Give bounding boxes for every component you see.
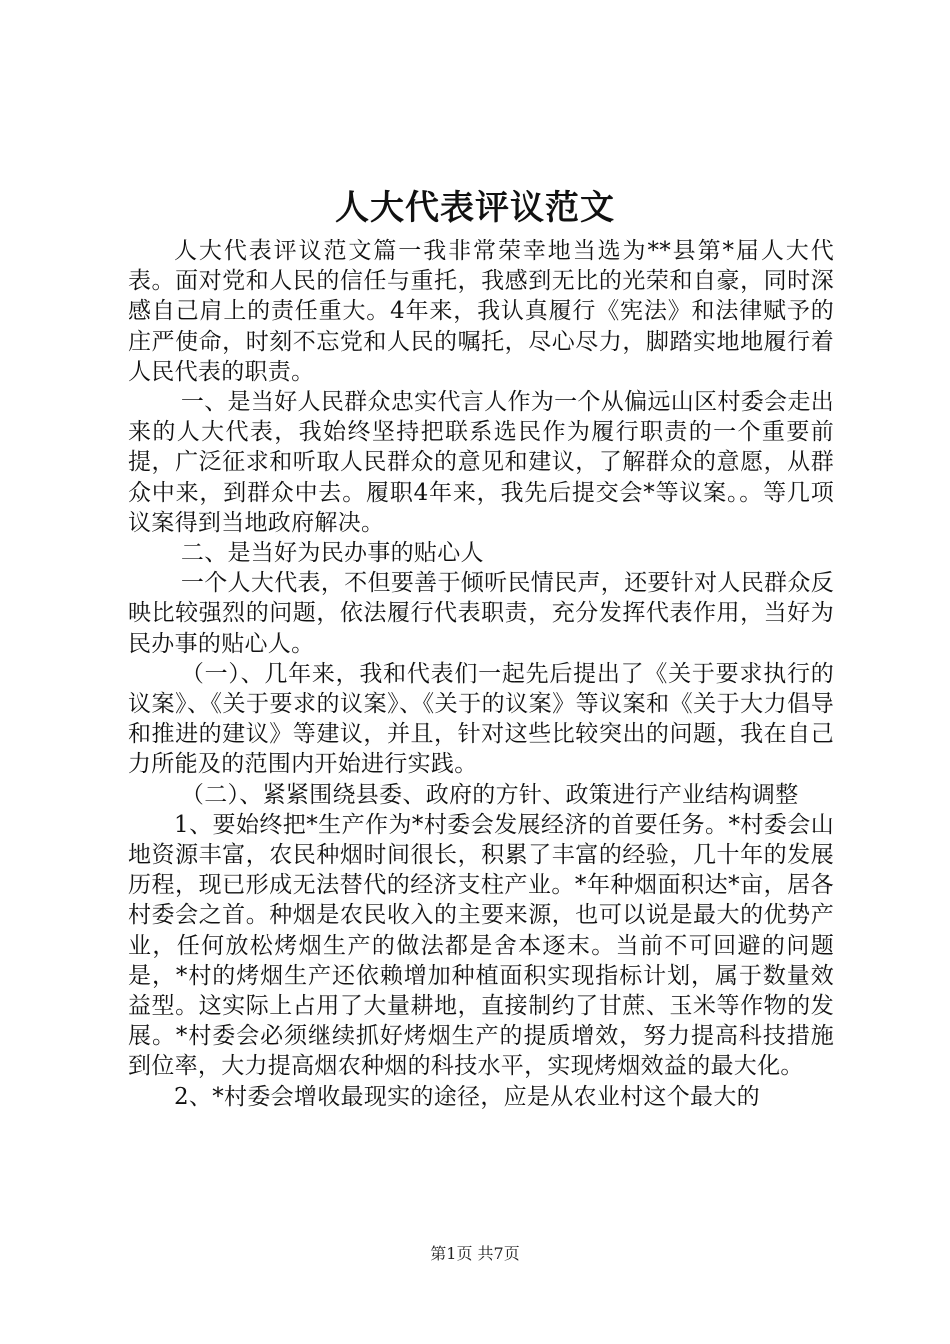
- paragraph-section-1: 一、是当好人民群众忠实代言人作为一个从偏远山区村委会走出来的人大代表，我始终坚持把联系选民作为履行职责的一个重要前提，广泛征求和听取人民群众的意见和建议，了解群众的意愿，从群众中来，到群众中去。履职4年来，我先后提交会*等议案。。等几项议案得到当地政府解决。: [128, 389, 834, 536]
- paragraph-section-2: 一个人大代表，不但要善于倾听民情民声，还要针对人民群众反映比较强烈的问题，依法履行代表职责，充分发挥代表作用，当好为民办事的贴心人。: [128, 570, 834, 657]
- document-body: [128, 236, 834, 1112]
- paragraph-subsection-1: （一）、几年来，我和代表们一起先后提出了《关于要求执行的议案》、《关于要求的议案》、《关于的议案》等议案和《关于大力倡导和推进的建议》等建议，并且，针对这些比较突出的问题，我在自己力所能及的范围内开始进行实践。: [128, 660, 834, 778]
- document-title: 人大代表评议范文: [335, 188, 615, 228]
- page-number-footer: 第1页 共7页: [430, 1244, 520, 1263]
- paragraph-section-2-heading: 二、是当好为民办事的贴心人: [180, 540, 484, 567]
- paragraph-intro: 人大代表评议范文篇一我非常荣幸地当选为**县第*届人大代表。面对党和人民的信任与重托，我感到无比的光荣和自豪，同时深感自己肩上的责任重大。4年来，我认真履行《宪法》和法律赋予的庄严使命，时刻不忘党和人民的嘱托，尽心尽力，脚踏实地地履行着人民代表的职责。: [128, 238, 834, 385]
- paragraph-subsection-2: （二）、紧紧围绕县委、政府的方针、政策进行产业结构调整: [180, 781, 799, 808]
- paragraph-item-1: 1、要始终把*生产作为*村委会发展经济的首要任务。*村委会山地资源丰富，农民种烟时间很长，积累了丰富的经验，几十年的发展历程，现已形成无法替代的经济支柱产业。*年种烟面积达*亩，居各村委会之首。种烟是农民收入的主要来源，也可以说是最大的优势产业，任何放松烤烟生产的做法都是舍本逐末。当前不可回避的问题是，*村的烤烟生产还依赖增加种植面积实现指标计划，属于数量效益型。这实际上占用了大量耕地，直接制约了甘蔗、玉米等作物的发展。*村委会必须继续抓好烤烟生产的提质增效，努力提高科技措施到位率，大力提高烟农种烟的科技水平，实现烤烟效益的最大化。: [128, 811, 834, 1080]
- paragraph-item-2: 2、*村委会增收最现实的途径，应是从农业村这个最大的: [174, 1083, 760, 1110]
